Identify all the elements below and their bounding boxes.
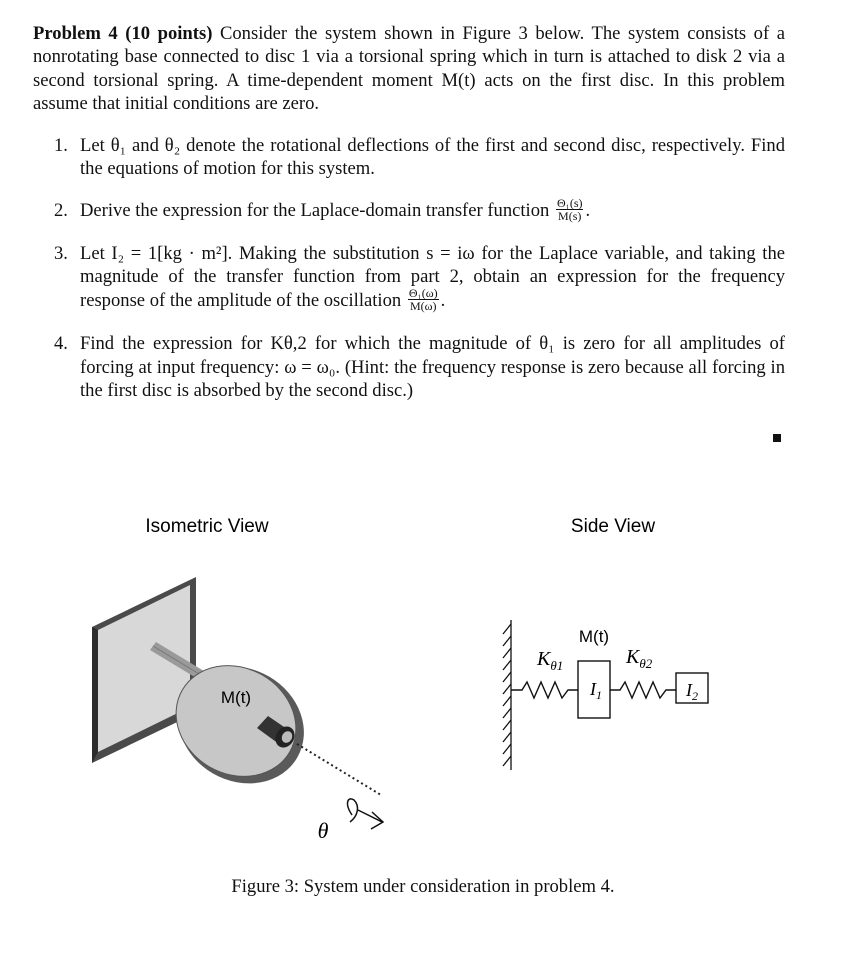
side-moment-label: M(t) — [578, 627, 610, 646]
question-number: 1. — [54, 135, 68, 156]
figure-caption: Figure 3: System under consideration in problem 4. — [231, 876, 615, 897]
question-item — [54, 134, 785, 181]
iso-axis-line — [297, 744, 381, 795]
question-number: 2. — [54, 199, 68, 221]
fraction-denominator: M(s) — [556, 209, 584, 222]
i1-label: $I_1$ — [590, 679, 602, 702]
question-text: Let I₂ = 1[kg · m²]. Making the substitution s = iω for the Laplace variable, and taking the magnitude of the transfer function from part 2, obtain an expression for the frequency response of the amplitude of the oscillation — [80, 243, 785, 311]
k-theta-1-label: $K_{\theta 1}$ — [537, 648, 564, 673]
problem-text: Consider the system shown in Figure 3 below. The system consists of a nonrotating base connected to disc 1 via a torsional spring which in turn is attached to disk 2 via a second torsional spring. A time-dependent moment M(t) acts on the first disc. In this problem assume that initial conditions are zero. — [33, 23, 785, 115]
question-number: 4. — [54, 333, 68, 355]
side-ground — [503, 620, 511, 770]
iso-view-title: Isometric View — [145, 516, 269, 537]
transfer-fraction — [556, 197, 584, 222]
qed-square-icon — [773, 434, 781, 442]
fraction-numerator: Θ₁(s) — [556, 196, 583, 211]
question-item — [54, 332, 785, 402]
frequency-fraction — [408, 287, 439, 312]
figure-diagram — [0, 480, 846, 870]
i2-label: $I_2$ — [686, 680, 698, 703]
side-view-title: Side View — [570, 516, 656, 537]
problem-intro — [33, 22, 785, 116]
question-number: 3. — [54, 243, 68, 265]
question-item — [54, 196, 785, 224]
question-text: Find the expression for Kθ,2 for which the magnitude of θ₁ is zero for all amplitudes of forcing at input frequency: ω = ω₀. (Hint: the frequency response is zero because all forcing in the first disc is absorbed by the second disc.) — [80, 333, 785, 401]
k-theta-2-label: $K_{\theta 2}$ — [626, 646, 653, 671]
question-tail: . — [440, 289, 446, 311]
question-tail: . — [585, 199, 591, 221]
rotation-arrow-icon — [348, 799, 383, 829]
spring-1 — [511, 682, 578, 698]
fraction-numerator: Θ₁(ω) — [408, 286, 438, 301]
problem-heading: Problem 4 (10 points) — [33, 23, 213, 44]
question-text: Derive the expression for the Laplace-domain transfer function — [80, 199, 550, 221]
fraction-denominator: M(ω) — [408, 299, 439, 312]
theta-label: θ — [317, 818, 329, 843]
question-list — [54, 134, 785, 402]
question-item — [54, 242, 785, 314]
question-text: Let θ₁ and θ₂ denote the rotational deflections of the first and second disc, respectively. Find the equations of motion for this system. — [80, 135, 785, 180]
iso-moment-label: M(t) — [220, 688, 252, 707]
spring-2 — [610, 682, 676, 698]
